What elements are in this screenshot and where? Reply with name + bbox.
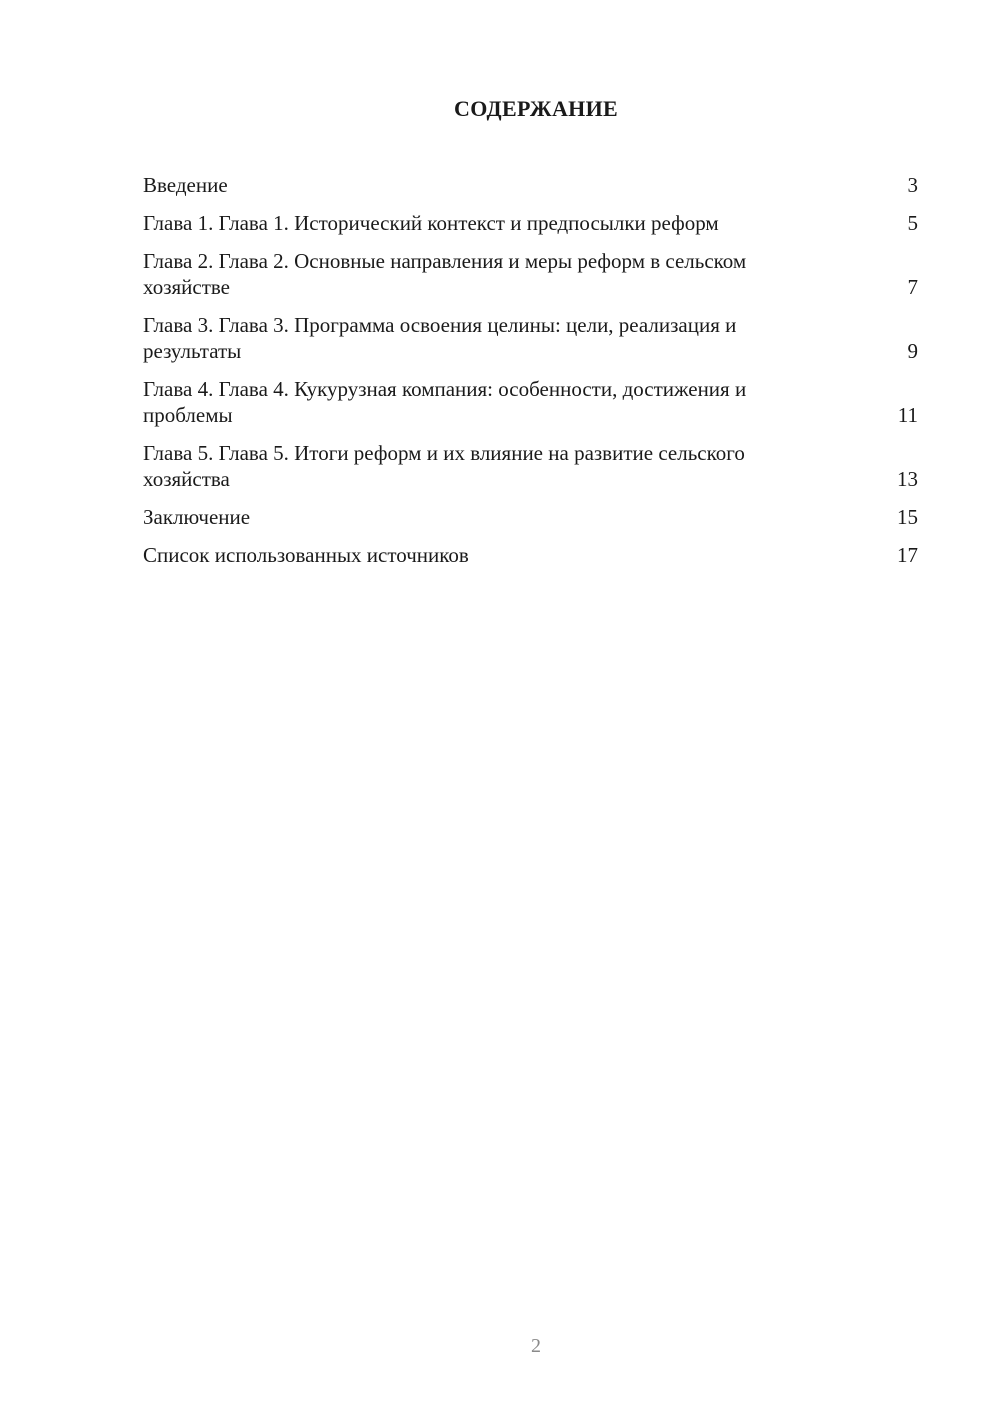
toc-entry[interactable] — [143, 248, 918, 300]
toc-entry-text: Введение — [143, 173, 228, 197]
page-title: СОДЕРЖАНИЕ — [454, 96, 618, 121]
toc-entry[interactable] — [143, 376, 918, 428]
toc-entry[interactable] — [143, 210, 918, 236]
toc-entry-page: 11 — [897, 403, 918, 427]
toc-entry-page: 15 — [897, 505, 918, 529]
toc-entry-text: Глава 3. Глава 3. Программа освоения целины: цели, реализация и результаты — [143, 313, 737, 363]
page-number: 2 — [531, 1335, 541, 1357]
toc-entry-page: 17 — [897, 543, 918, 567]
toc-entry-page: 7 — [907, 275, 918, 299]
toc-entry-text: Список использованных источников — [143, 543, 469, 567]
toc-entry[interactable] — [143, 542, 918, 568]
toc-entry-text: Глава 2. Глава 2. Основные направления и меры реформ в сельском хозяйстве — [143, 249, 747, 299]
table-of-contents — [143, 172, 918, 580]
toc-entry-text: Глава 5. Глава 5. Итоги реформ и их влияние на развитие сельского хозяйства — [143, 441, 745, 491]
toc-entry-page: 13 — [897, 467, 918, 491]
toc-entry[interactable] — [143, 440, 918, 492]
toc-entry[interactable] — [143, 172, 918, 198]
toc-entry-text: Глава 4. Глава 4. Кукурузная компания: особенности, достижения и проблемы — [143, 377, 747, 427]
toc-entry[interactable] — [143, 312, 918, 364]
toc-entry-text: Глава 1. Глава 1. Исторический контекст и предпосылки реформ — [143, 211, 719, 235]
toc-entry-page: 9 — [907, 339, 918, 363]
toc-entry-page: 5 — [907, 211, 918, 235]
toc-entry-page: 3 — [907, 173, 918, 197]
toc-entry[interactable] — [143, 504, 918, 530]
toc-entry-text: Заключение — [143, 505, 251, 529]
